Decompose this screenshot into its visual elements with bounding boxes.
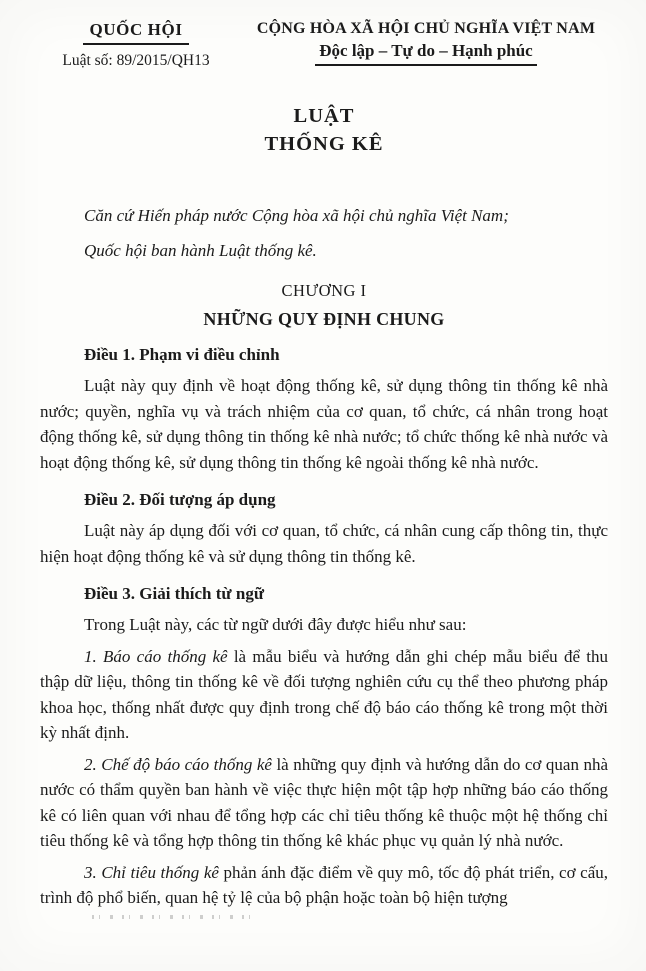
article-3-heading: Điều 3. Giải thích từ ngữ <box>84 584 265 603</box>
clause-1-term: 1. Báo cáo thống kê <box>84 646 228 666</box>
header-left-block <box>40 20 232 70</box>
national-motto: Độc lập – Tự do – Hạnh phúc <box>315 41 536 66</box>
document-title-line2: THỐNG KÊ <box>264 133 384 155</box>
clause-3-term: 3. Chỉ tiêu thống kê <box>84 862 219 882</box>
preamble-line-2: Quốc hội ban hành Luật thống kê. <box>84 241 317 260</box>
chapter-title: NHỮNG QUY ĐỊNH CHUNG <box>203 309 445 329</box>
article-2-paragraph: Luật này áp dụng đối với cơ quan, tổ chức, cá nhân cung cấp thông tin, thực hiện hoạt động thống kê và sử dụng thông tin thống kê. <box>40 521 608 566</box>
preamble-line-1: Căn cứ Hiến pháp nước Cộng hòa xã hội chủ nghĩa Việt Nam; <box>84 206 509 225</box>
document-title <box>40 102 608 158</box>
clause-1-text: là mẫu biểu và hướng dẫn ghi chép mẫu biểu để thu thập dữ liệu, thông tin thống kê về đối tượng nghiên cứu cụ thể theo phương pháp khoa học, thống nhất được quy định trong chế độ báo cáo thống kê trong một thời kỳ nhất định. <box>40 646 608 742</box>
article-3-clause-1 <box>40 644 608 746</box>
header-right-block <box>232 20 608 66</box>
article-3-intro: Trong Luật này, các từ ngữ dưới đây được hiểu như sau: <box>84 615 467 634</box>
clause-2-term: 2. Chế độ báo cáo thống kê <box>84 754 272 774</box>
article-1-heading: Điều 1. Phạm vi điều chỉnh <box>84 345 280 364</box>
article-3-clause-2 <box>40 752 608 854</box>
chapter-header <box>40 281 608 330</box>
cut-off-scan-line <box>92 915 257 919</box>
clause-2-text: là những quy định và hướng dẫn do cơ quan nhà nước có thẩm quyền ban hành về việc thực hiện một tập hợp những báo cáo thống kê có liên quan với nhau để tổng hợp các chỉ tiêu thống kê thuộc một hệ thống chỉ tiêu thống kê và tổng hợp thông tin thống kê khác phục vụ quản lý nhà nước. <box>40 754 608 850</box>
preamble <box>40 202 608 265</box>
law-number: Luật số: 89/2015/QH13 <box>62 52 210 69</box>
article-1-paragraph: Luật này quy định về hoạt động thống kê, sử dụng thông tin thống kê nhà nước; quyền, nghĩa vụ và trách nhiệm của cơ quan, tổ chức, cá nhân trong hoạt động thống kê, sử dụng thông tin thống kê nhà nước; tổ chức thống kê nhà nước và hoạt động thống kê, sử dụng thông tin thống kê ngoài thống kê nhà nước. <box>40 376 608 472</box>
chapter-number: CHƯƠNG I <box>281 281 367 300</box>
document-header <box>40 20 608 70</box>
republic-name: CỘNG HÒA XÃ HỘI CHỦ NGHĨA VIỆT NAM <box>256 20 596 37</box>
article-3-clause-3 <box>40 860 608 911</box>
issuing-authority: QUỐC HỘI <box>83 20 188 45</box>
document-title-line1: LUẬT <box>293 105 355 127</box>
article-2-heading: Điều 2. Đối tượng áp dụng <box>84 490 276 509</box>
clause-3-text: phản ánh đặc điểm về quy mô, tốc độ phát triển, cơ cấu, trình độ phổ biến, quan hệ tỷ lệ của bộ phận hoặc toàn bộ hiện tượng <box>40 862 608 907</box>
